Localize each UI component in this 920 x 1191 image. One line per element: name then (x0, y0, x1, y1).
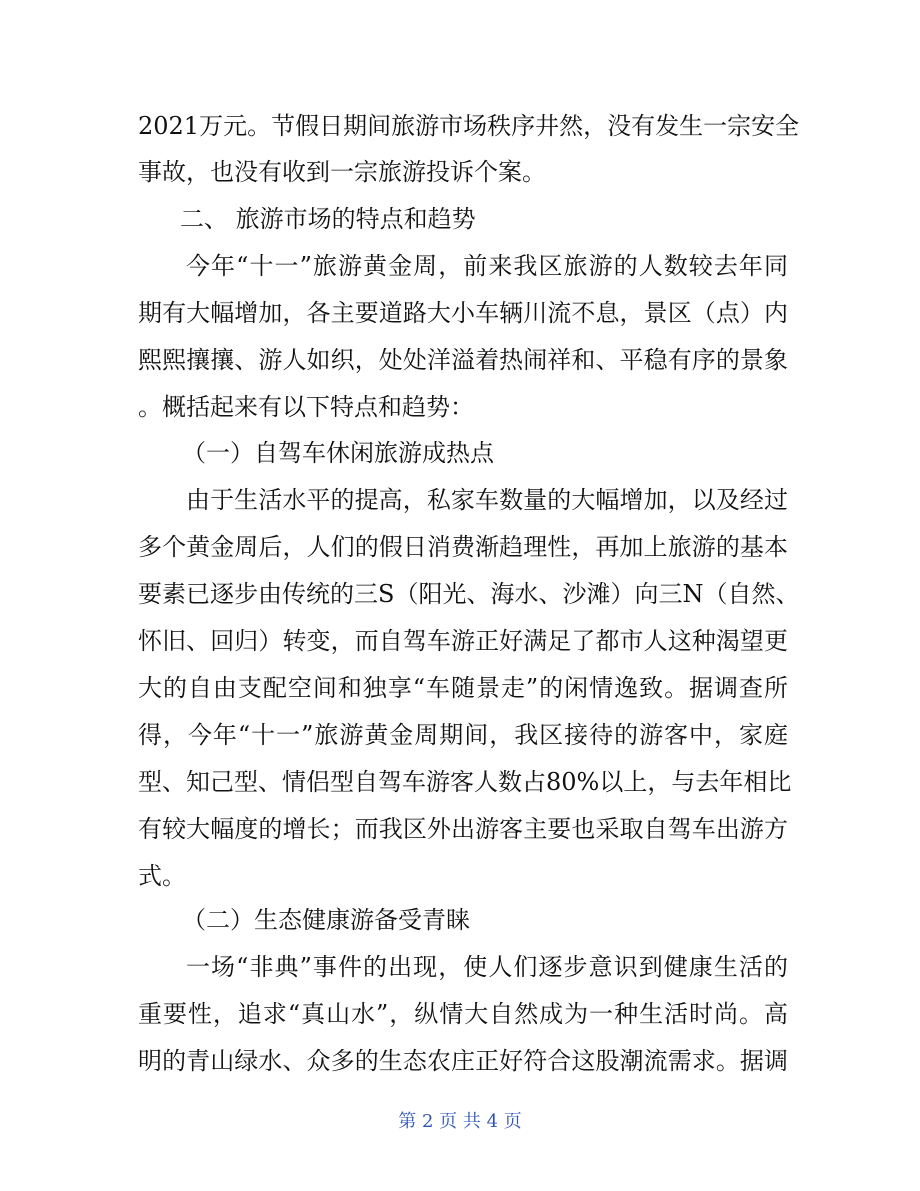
paragraph-line: 由于生活水平的提高，私家车数量的大幅增加，以及经过 (186, 486, 788, 514)
paragraph-line: 一场“非典”事件的出现，使人们逐步意识到健康生活的 (186, 953, 788, 981)
subsection-heading: （二）生态健康游备受青睐 (182, 906, 470, 934)
paragraph-line: 。概括起来有以下特点和趋势： (138, 393, 474, 421)
paragraph-line: 式。 (138, 862, 186, 890)
paragraph-line: 重要性，追求“真山水”，纵情大自然成为一种生活时尚。高 (138, 1000, 788, 1028)
paragraph-line: 有较大幅度的增长；而我区外出游客主要也采取自驾车出游方 (138, 815, 788, 843)
paragraph-line: 大的自由支配空间和独享“车随景走”的闲情逸致。据调查所 (138, 674, 788, 702)
subsection-heading: （一）自驾车休闲旅游成热点 (182, 439, 494, 467)
paragraph-line: 型、知己型、情侣型自驾车游客人数占80%以上，与去年相比 (138, 768, 792, 796)
paragraph-line: 今年“十一”旅游黄金周，前来我区旅游的人数较去年同 (186, 252, 788, 280)
page-number-footer: 第 2 页 共 4 页 (398, 1111, 522, 1132)
section-heading: 二、 旅游市场的特点和趋势 (180, 205, 476, 233)
paragraph-line: 怀旧、回归）转变，而自驾车游正好满足了都市人这种渴望更 (138, 627, 788, 655)
paragraph-line: 多个黄金周后，人们的假日消费渐趋理性，再加上旅游的基本 (138, 533, 788, 561)
paragraph-line: 明的青山绿水、众多的生态农庄正好符合这股潮流需求。据调 (138, 1047, 788, 1075)
paragraph-line: 得，今年“十一”旅游黄金周期间，我区接待的游客中，家庭 (138, 721, 788, 749)
paragraph-line: 事故，也没有收到一宗旅游投诉个案。 (138, 158, 546, 186)
paragraph-line: 要素已逐步由传统的三S（阳光、海水、沙滩）向三N（自然、 (138, 580, 800, 608)
paragraph-line: 熙熙攘攘、游人如织，处处洋溢着热闹祥和、平稳有序的景象 (138, 346, 788, 374)
paragraph-line: 2021万元。节假日期间旅游市场秩序井然，没有发生一宗安全 (138, 112, 800, 140)
paragraph-line: 期有大幅增加，各主要道路大小车辆川流不息，景区（点）内 (138, 299, 788, 327)
